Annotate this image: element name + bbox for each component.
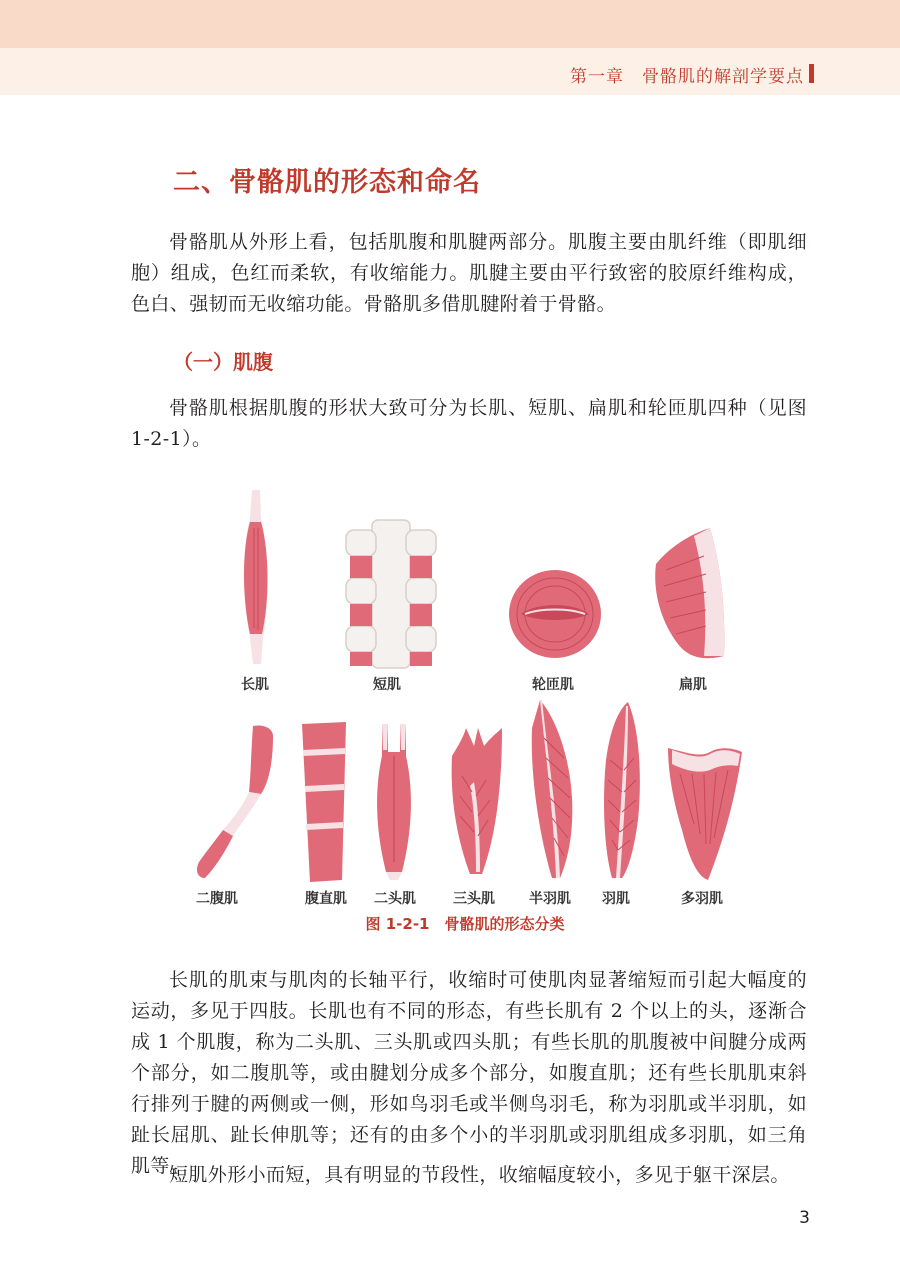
label-multipennate: 多羽肌 [681,891,723,907]
label-digastric: 二腹肌 [196,891,238,907]
running-header-chapter: 第一章 [570,67,624,87]
paragraph-short-muscle: 短肌外形小而短，具有明显的节段性，收缩幅度较小，多见于躯干深层。 [169,1164,790,1186]
label-short-muscle: 短肌 [373,677,401,693]
triceps-illustration [448,726,504,876]
orbicular-muscle-illustration [507,568,603,660]
rectus-abdominis-illustration [298,720,350,884]
running-header-title: 骨骼肌的解剖学要点 [642,67,804,87]
bipennate-muscle-illustration [598,700,644,880]
unipennate-muscle-illustration [526,698,576,880]
top-color-band [0,0,900,48]
label-rectus-abdominis: 腹直肌 [305,891,347,907]
paragraph-long-muscle: 长肌的肌束与肌肉的长轴平行，收缩时可使肌肉显著缩短而引起大幅度的运动，多见于四肢。长肌也有不同的形态，有些长肌有 2 个以上的头，逐渐合成 1 个肌腹，称为二头肌、三头肌或四头肌；有些长肌的肌腹被中间腱分成两个部分，如二腹肌等，或由腱划分成多个部分，如腹直肌；还有些长肌肌束斜行排列于腱的两侧或一侧，形如鸟羽毛或半侧鸟羽毛，称为羽肌或半羽肌，如趾长屈肌、趾长伸肌等；还有的由多个小的半羽肌或羽肌组成多羽肌，如三角肌等。 [131,969,807,1177]
figure-caption: 图 1-2-1 骨骼肌的形态分类 [365,915,565,933]
label-triceps: 三头肌 [453,891,495,907]
paragraph-classification: 骨骼肌根据肌腹的形状大致可分为长肌、短肌、扁肌和轮匝肌四种（见图 1-2-1）。 [131,397,807,450]
page-number: 3 [799,1208,810,1228]
flat-muscle-illustration [648,526,728,662]
long-muscle-illustration [230,488,280,666]
running-header-marker [809,64,814,83]
subsection-title: （一）肌腹 [173,350,273,374]
running-header-text [570,62,804,87]
label-long-muscle: 长肌 [241,677,269,693]
label-biceps: 二头肌 [374,891,416,907]
paragraph-intro: 骨骼肌从外形上看，包括肌腹和肌腱两部分。肌腹主要由肌纤维（即肌细胞）组成，色红而柔软，有收缩能力。肌腱主要由平行致密的胶原纤维构成，色白、强韧而无收缩功能。骨骼肌多借肌腱附着于骨骼。 [131,231,807,315]
digastric-muscle-illustration [195,722,277,882]
label-unipennate: 半羽肌 [529,891,571,907]
short-muscle-illustration [342,520,440,668]
label-orbicular-muscle: 轮匝肌 [532,677,574,693]
label-flat-muscle: 扁肌 [679,677,707,693]
section-title: 二、骨骼肌的形态和命名 [173,167,481,198]
label-bipennate: 羽肌 [602,891,630,907]
biceps-illustration [372,722,416,882]
multipennate-muscle-illustration [664,744,744,884]
